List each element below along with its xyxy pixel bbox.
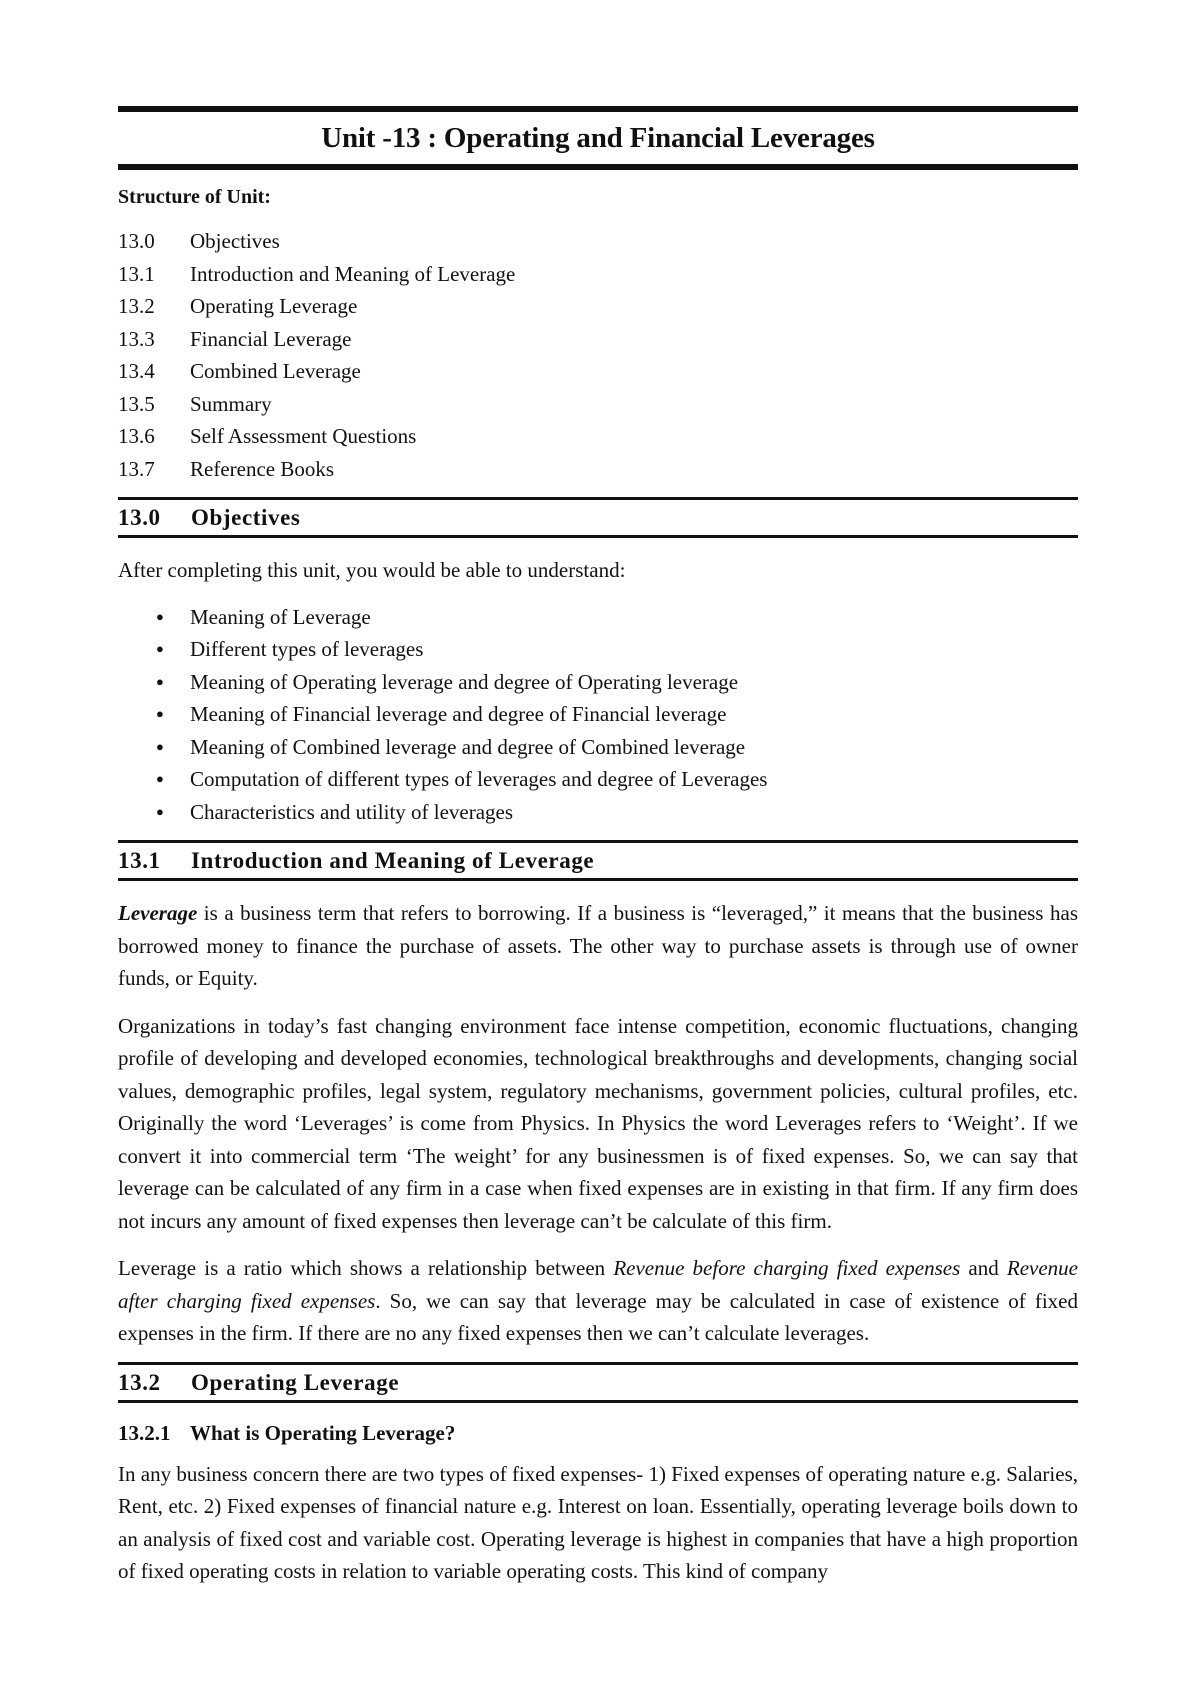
toc-item-number: 13.7 — [118, 456, 155, 481]
section-heading-operating-leverage — [118, 1362, 1078, 1403]
toc-item-number: 13.3 — [118, 326, 155, 351]
objectives-list — [118, 601, 1078, 829]
toc-item-label: Introduction and Meaning of Leverage — [190, 261, 516, 286]
toc-item — [118, 290, 1078, 323]
toc-item-label: Combined Leverage — [190, 359, 361, 383]
paragraph-organizations: Organizations in today’s fast changing environment face intense competition, economic fluctuations, changing profile of developing and developed economies, technological breakthroughs and developments, changing social values, demographic profiles, legal system, regulatory mechanisms, government policies, cultural profiles, etc. Originally the word ‘Leverages’ is come from Physics. In Physics the word Leverages refers to ‘Weight’. If we convert it into commercial term ‘The weight’ for any businessmen is of fixed expenses. So, we can say that leverage can be calculated of any firm in a case when fixed expenses are in existing in that firm. If any firm does not incurs any amount of fixed expenses then leverage can’t be calculate of this firm. — [118, 1013, 1078, 1233]
toc-item-label: Objectives — [190, 229, 280, 253]
toc-item-label: Financial Leverage — [190, 326, 352, 351]
objective-item: ● Meaning of Leverage — [118, 601, 1078, 634]
section-heading-objectives — [118, 497, 1078, 538]
section-title: Objectives — [191, 505, 301, 530]
toc-item-number: 13.5 — [118, 391, 155, 416]
paragraph-fixed-expenses: In any business concern there are two types of fixed expenses- 1) Fixed expenses of operating nature e.g. Salaries, Rent, etc. 2) Fixed expenses of financial nature e.g. Interest on loan. Essentially, operating leverage boils down to an analysis of fixed cost and variable cost. Operating leverage is highest in companies that have a high proportion of fixed operating costs in relation to variable operating costs. This kind of company — [118, 1461, 1078, 1583]
objective-item: ● Meaning of Operating leverage and degree of Operating leverage — [118, 666, 1078, 699]
page-content — [118, 106, 1078, 1588]
term-leverage: Leverage — [118, 901, 198, 925]
paragraph-leverage-ratio: Leverage is a ratio which shows a relationship between Revenue before charging fixed expenses and Revenue after charging fixed expenses. So, we can say that leverage may be calculated in case of existence of fixed expenses in the firm. If there are no any fixed expenses then we can’t calculate leverages. — [118, 1256, 1078, 1345]
toc-item — [118, 388, 1078, 421]
toc-item — [118, 258, 1078, 291]
toc-item-number: 13.1 — [118, 261, 155, 286]
page-title: Unit -13 : Operating and Financial Leverages — [321, 122, 875, 154]
section-title: Introduction and Meaning of Leverage — [191, 848, 595, 873]
paragraph-leverage-definition: Leverage is a business term that refers to borrowing. If a business is “leveraged,” it means that the business has borrowed money to finance the purchase of assets. The other way to purchase assets is through use of owner funds, or Equity. — [118, 901, 1078, 990]
toc-item-number: 13.6 — [118, 424, 155, 448]
title-bar — [118, 106, 1078, 170]
toc-item-number: 13.2 — [118, 294, 155, 318]
objective-item: ● Computation of different types of leverages and degree of Leverages — [118, 763, 1078, 796]
section-number: 13.2 — [118, 1369, 161, 1395]
toc-item — [118, 355, 1078, 388]
toc-item — [118, 420, 1078, 453]
toc-item-label: Operating Leverage — [190, 294, 358, 318]
objective-item: ● Characteristics and utility of leverages — [118, 796, 1078, 829]
section-number: 13.0 — [118, 505, 161, 530]
emphasis-revenue-before: Revenue before charging fixed expenses — [613, 1256, 961, 1280]
toc-item-label: Self Assessment Questions — [190, 424, 417, 448]
toc-item-number: 13.0 — [118, 229, 155, 253]
structure-label: Structure of Unit: — [118, 186, 271, 208]
toc-item — [118, 225, 1078, 258]
subsection-title: What is Operating Leverage? — [190, 1420, 456, 1445]
table-of-contents — [118, 225, 1078, 485]
objective-item: ● Meaning of Financial leverage and degree of Financial leverage — [118, 698, 1078, 731]
toc-item — [118, 323, 1078, 356]
objectives-intro: After completing this unit, you would be able to understand: — [118, 558, 626, 582]
objective-item: ● Different types of leverages — [118, 633, 1078, 666]
toc-item — [118, 453, 1078, 486]
toc-item-number: 13.4 — [118, 359, 155, 383]
section-heading-introduction — [118, 840, 1078, 881]
objective-item: ● Meaning of Combined leverage and degree of Combined leverage — [118, 731, 1078, 764]
toc-item-label: Summary — [190, 391, 272, 416]
subsection-number: 13.2.1 — [118, 1420, 171, 1445]
section-number: 13.1 — [118, 848, 161, 873]
subsection-heading — [118, 1421, 1078, 1446]
toc-item-label: Reference Books — [190, 456, 335, 481]
section-title: Operating Leverage — [191, 1369, 400, 1395]
emphasis-revenue-after: Revenue after charging fixed expenses — [118, 1256, 1078, 1313]
